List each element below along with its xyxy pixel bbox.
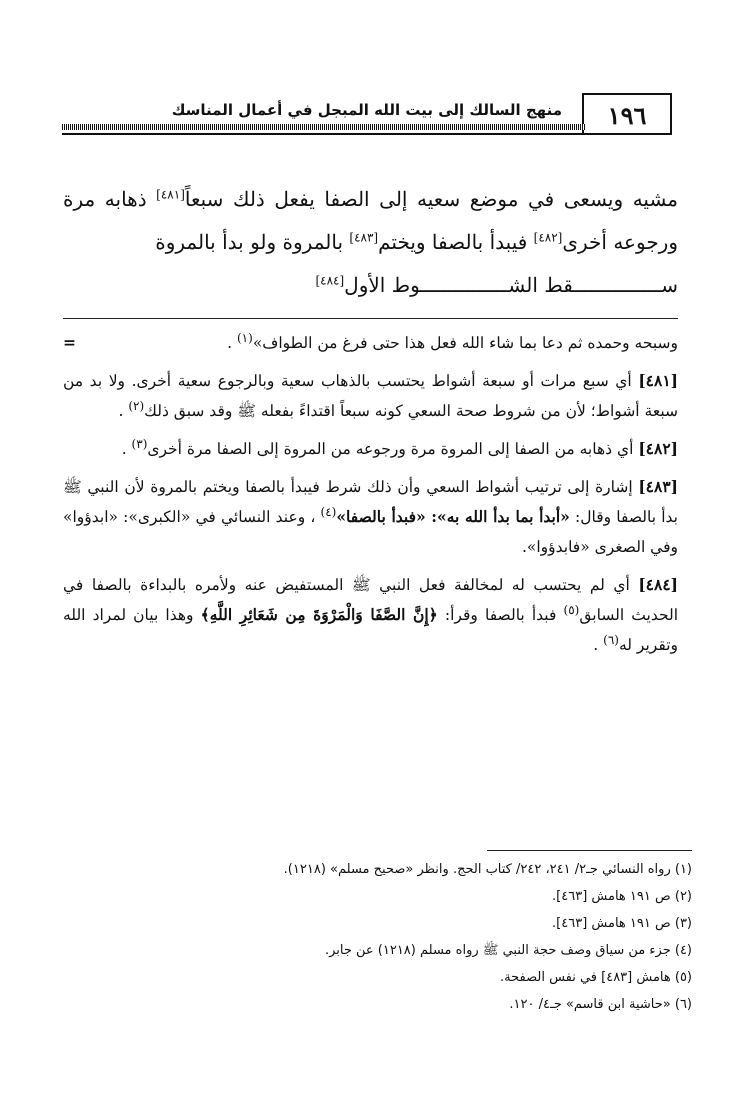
main-text-segment: ســـــــــــــــقط الشـــــــــــــــوط الأول	[344, 273, 678, 297]
note-label: [٤٨٤]	[638, 575, 678, 594]
footnote-ref: (٣)	[131, 436, 148, 451]
header-rule	[62, 133, 672, 135]
footnote-ref: (٢)	[128, 398, 145, 413]
notes-separator	[63, 318, 678, 319]
note-text: وسبحه وحمده ثم دعا بما شاء الله فعل هذا حتى فرغ من الطواف»	[252, 334, 678, 352]
header-hatched-rule	[62, 124, 586, 130]
note-text: وهذا بيان لمراد الله وتقرير له	[63, 606, 678, 654]
footnote-item: (٦) «حاشية ابن قاسم» جـ٤/ ١٢٠.	[509, 997, 692, 1012]
main-text-segment: فيبدأ بالصفا ويختم	[378, 230, 534, 254]
note-482: [٤٨٢] أي ذهابه من الصفا إلى المروة مرة ورجوعه من المروة إلى الصفا مرة أخرى$^{(٣)}$ .	[121, 436, 678, 458]
main-text	[63, 178, 678, 307]
running-title: منهج السالك إلى بيت الله المبجل في أعمال المناسك	[171, 101, 562, 119]
footnote-item: (١) رواه النسائي جـ٢/ ٢٤١، ٢٤٢/ كتاب الحج. وانظر «صحيح مسلم» (١٢١٨).	[283, 862, 692, 877]
note-484: [٤٨٤] أي لم يحتسب له لمخالفة فعل النبي ﷺ المستفيض عنه ولأمره بالبداءة بالصفا في الحديث السابق$^{(٥)}$ فبدأ بالصفا وقرأ: ﴿إِنَّ الصَّفَا وَالْمَرْوَةَ مِن شَعَائِرِ اللَّهِ﴾ وهذا بيان لمراد الله وتقرير له$^{(٦)}$ .	[63, 575, 679, 654]
note-label: [٤٨١]	[638, 371, 678, 390]
footnote-ref: (٤)	[320, 504, 337, 519]
quran-verse: ﴿إِنَّ الصَّفَا وَالْمَرْوَةَ مِن شَعَائِرِ اللَّهِ﴾	[200, 605, 438, 624]
main-text-segment: ورجوعه أخرى	[562, 230, 678, 254]
main-text-segment: مشيه ويسعى في موضع سعيه إلى الصفا يفعل ذلك سبعاً	[184, 187, 679, 211]
continuation-marker: =	[63, 333, 76, 352]
note-label: [٤٨٣]	[638, 477, 678, 496]
note-483	[63, 472, 678, 562]
note-text: فبدأ بالصفا وقرأ:	[437, 606, 564, 624]
footnotes	[77, 856, 692, 1018]
main-line	[63, 264, 678, 307]
note-text: ، وعند النسائي في «الكبرى»: «ابدؤوا» وفي الصغرى «فابدؤوا».	[63, 508, 678, 556]
footnote-ref: (٦)	[603, 632, 619, 647]
page-header	[62, 93, 672, 137]
hadith-quote: «أبدأ بما بدأ الله به»: «فبدأ بالصفا»	[336, 507, 570, 526]
ref-482: [٤٨٢]	[533, 230, 563, 245]
footnote-ref: (٥)	[563, 602, 580, 617]
note-text: أي ذهابه من الصفا إلى المروة مرة ورجوعه من المروة إلى الصفا مرة أخرى	[147, 440, 639, 458]
footnote-ref: (١)	[236, 330, 253, 345]
main-text-segment: بالمروة ولو بدأ بالمروة	[155, 230, 350, 254]
footnote-item: (٢) ص ١٩١ هامش [٤٦٣].	[552, 889, 692, 904]
note-text: إشارة إلى ترتيب أشواط السعي وأن ذلك شرط فيبدأ بالصفا ويختم بالمروة لأن النبي ﷺ بدأ بالصفا وقال:	[63, 478, 678, 526]
ref-484: [٤٨٤]	[315, 273, 345, 288]
main-text-segment: ذهابه مرة	[63, 187, 157, 211]
ref-481: [٤٨١]	[156, 187, 185, 202]
ref-483: [٤٨٣]	[349, 230, 379, 245]
footnote-item: (٤) جزء من سياق وصف حجة النبي ﷺ رواه مسلم (١٢١٨) عن جابر.	[324, 943, 692, 958]
footnotes-separator	[487, 850, 692, 851]
page-number: ١٩٦	[582, 93, 672, 135]
footnote-item: (٥) هامش [٤٨٣] في نفس الصفحة.	[500, 970, 692, 985]
note-481: [٤٨١] أي سبع مرات أو سبعة أشواط يحتسب بالذهاب سعية وبالرجوع سعية أخرى. ولا بد من سبعة أشواط؛ لأن من شروط صحة السعي كونه سبعاً اقتداءً بفعله ﷺ وقد سبق ذلك$^{(٢)}$ .	[63, 371, 678, 420]
note-text: أي لم يحتسب له لمخالفة فعل النبي ﷺ المستفيض عنه ولأمره بالبداءة بالصفا في الحديث السابق	[63, 576, 679, 624]
footnote-item: (٣) ص ١٩١ هامش [٤٦٣].	[552, 916, 692, 931]
main-line	[63, 178, 678, 264]
note-label: [٤٨٢]	[638, 439, 678, 458]
note-continuation: = وسبحه وحمده ثم دعا بما شاء الله فعل هذا حتى فرغ من الطواف»$^{(١)}$ .	[63, 328, 678, 358]
commentary-notes	[63, 328, 678, 668]
note-text: أي سبع مرات أو سبعة أشواط يحتسب بالذهاب سعية وبالرجوع سعية أخرى. ولا بد من سبعة أشواط؛ لأن من شروط صحة السعي كونه سبعاً اقتداءً بفعله ﷺ وقد سبق ذلك	[63, 372, 678, 420]
